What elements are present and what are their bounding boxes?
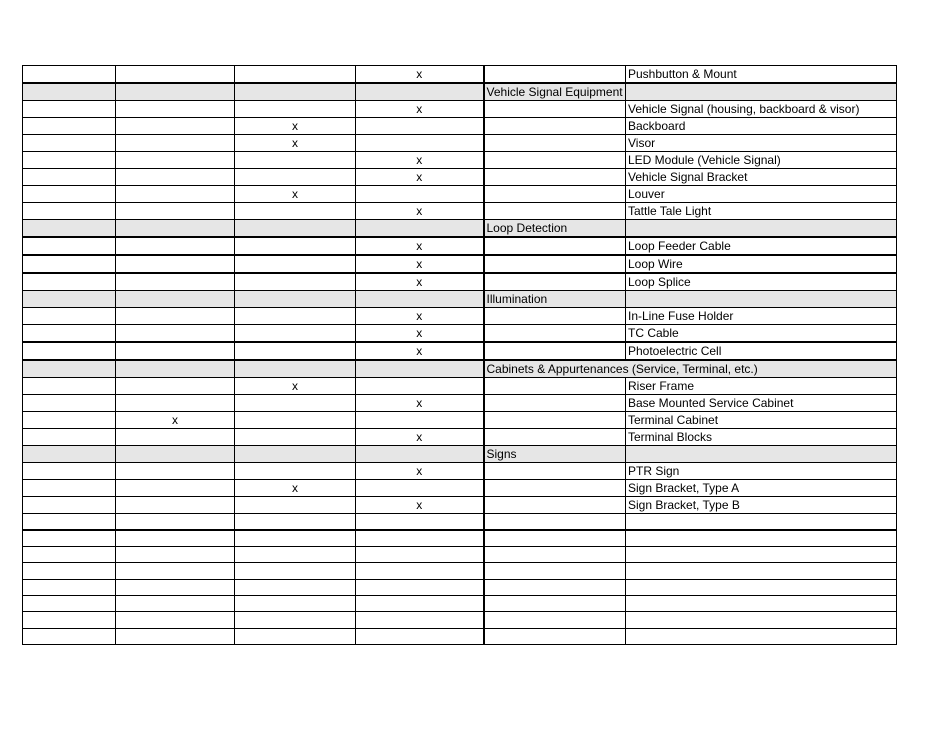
check-mark: x [356, 342, 484, 360]
section-title: Signs [486, 447, 517, 461]
empty-cell [116, 118, 235, 135]
empty-cell [626, 563, 897, 579]
empty-cell [235, 514, 356, 530]
empty-cell [116, 446, 235, 463]
item-row [23, 186, 897, 203]
empty-cell [235, 220, 356, 238]
empty-cell [116, 579, 235, 595]
empty-cell [116, 360, 235, 378]
empty-cell [626, 612, 897, 628]
item-label: Vehicle Signal (housing, backboard & visor) [626, 101, 897, 118]
item-row [23, 255, 897, 273]
empty-cell [116, 273, 235, 291]
empty-cell [116, 530, 235, 546]
empty-cell [484, 66, 626, 84]
empty-cell [626, 579, 897, 595]
check-mark: x [356, 429, 484, 446]
empty-cell [23, 429, 116, 446]
empty-cell [23, 463, 116, 480]
empty-cell [116, 237, 235, 255]
empty-cell [356, 612, 484, 628]
item-label: Loop Wire [626, 255, 897, 273]
item-row [23, 480, 897, 497]
empty-cell [484, 480, 626, 497]
empty-cell [484, 152, 626, 169]
empty-cell [484, 237, 626, 255]
empty-cell [23, 612, 116, 628]
empty-cell [23, 237, 116, 255]
check-mark: x [235, 480, 356, 497]
check-mark: x [356, 463, 484, 480]
empty-cell [626, 595, 897, 611]
empty-cell [23, 497, 116, 514]
empty-cell [484, 342, 626, 360]
section-title-cell [484, 220, 626, 238]
empty-cell [626, 546, 897, 562]
empty-cell [626, 83, 897, 101]
empty-cell [235, 612, 356, 628]
empty-cell [356, 118, 484, 135]
empty-cell [23, 291, 116, 308]
empty-cell [484, 378, 626, 395]
item-row [23, 118, 897, 135]
empty-cell [484, 563, 626, 579]
check-mark: x [356, 325, 484, 343]
empty-cell [23, 628, 116, 644]
item-label: Sign Bracket, Type A [626, 480, 897, 497]
empty-cell [116, 169, 235, 186]
check-mark: x [116, 412, 235, 429]
empty-cell [23, 308, 116, 325]
empty-cell [116, 101, 235, 118]
empty-cell [484, 612, 626, 628]
empty-cell [23, 220, 116, 238]
empty-cell [484, 203, 626, 220]
empty-cell [484, 325, 626, 343]
empty-cell [23, 480, 116, 497]
empty-cell [356, 186, 484, 203]
empty-row [23, 546, 897, 562]
item-row [23, 169, 897, 186]
empty-cell [235, 412, 356, 429]
empty-row [23, 579, 897, 595]
empty-cell [116, 325, 235, 343]
empty-cell [356, 595, 484, 611]
empty-cell [356, 220, 484, 238]
item-row [23, 412, 897, 429]
empty-cell [484, 395, 626, 412]
empty-cell [484, 579, 626, 595]
empty-cell [116, 220, 235, 238]
empty-cell [356, 563, 484, 579]
section-header-row [23, 83, 897, 101]
empty-row [23, 595, 897, 611]
empty-row [23, 514, 897, 530]
empty-cell [23, 186, 116, 203]
check-mark: x [356, 66, 484, 84]
item-row [23, 342, 897, 360]
empty-cell [356, 579, 484, 595]
check-mark: x [356, 101, 484, 118]
empty-cell [116, 83, 235, 101]
item-label: In-Line Fuse Holder [626, 308, 897, 325]
empty-row [23, 628, 897, 644]
empty-cell [23, 325, 116, 343]
item-label: Sign Bracket, Type B [626, 497, 897, 514]
empty-cell [23, 342, 116, 360]
empty-cell [116, 463, 235, 480]
empty-cell [116, 378, 235, 395]
empty-cell [484, 308, 626, 325]
empty-cell [116, 291, 235, 308]
item-label: Terminal Blocks [626, 429, 897, 446]
empty-cell [116, 395, 235, 412]
empty-cell [626, 291, 897, 308]
item-label: Pushbutton & Mount [626, 66, 897, 84]
empty-cell [116, 480, 235, 497]
empty-cell [235, 152, 356, 169]
item-row [23, 378, 897, 395]
empty-cell [235, 595, 356, 611]
empty-cell [356, 546, 484, 562]
empty-row [23, 612, 897, 628]
empty-cell [23, 412, 116, 429]
empty-cell [626, 514, 897, 530]
item-label: Base Mounted Service Cabinet [626, 395, 897, 412]
empty-cell [235, 83, 356, 101]
item-row [23, 273, 897, 291]
empty-cell [116, 497, 235, 514]
empty-cell [484, 186, 626, 203]
item-label: Loop Feeder Cable [626, 237, 897, 255]
section-header-row [23, 291, 897, 308]
empty-cell [235, 255, 356, 273]
empty-cell [484, 118, 626, 135]
item-row [23, 325, 897, 343]
item-row [23, 66, 897, 84]
empty-cell [23, 595, 116, 611]
item-row [23, 237, 897, 255]
empty-cell [356, 514, 484, 530]
empty-cell [23, 118, 116, 135]
item-label: Loop Splice [626, 273, 897, 291]
check-mark: x [356, 273, 484, 291]
item-row [23, 101, 897, 118]
empty-cell [484, 497, 626, 514]
empty-cell [484, 101, 626, 118]
empty-cell [235, 429, 356, 446]
empty-cell [235, 530, 356, 546]
empty-cell [116, 563, 235, 579]
empty-cell [23, 395, 116, 412]
empty-cell [484, 169, 626, 186]
empty-cell [23, 101, 116, 118]
item-label: Louver [626, 186, 897, 203]
empty-cell [235, 579, 356, 595]
item-label: PTR Sign [626, 463, 897, 480]
check-mark: x [356, 395, 484, 412]
empty-cell [235, 308, 356, 325]
empty-cell [23, 446, 116, 463]
item-label: TC Cable [626, 325, 897, 343]
empty-cell [235, 395, 356, 412]
empty-cell [484, 546, 626, 562]
empty-cell [116, 66, 235, 84]
empty-cell [23, 66, 116, 84]
empty-cell [235, 546, 356, 562]
item-row [23, 152, 897, 169]
empty-cell [116, 152, 235, 169]
empty-cell [235, 273, 356, 291]
check-mark: x [235, 135, 356, 152]
empty-cell [116, 595, 235, 611]
empty-cell [356, 360, 484, 378]
empty-cell [23, 563, 116, 579]
empty-cell [484, 530, 626, 546]
empty-cell [116, 255, 235, 273]
empty-cell [626, 628, 897, 644]
empty-cell [23, 378, 116, 395]
item-row [23, 203, 897, 220]
check-mark: x [235, 186, 356, 203]
section-title-cell [484, 446, 626, 463]
empty-row [23, 530, 897, 546]
empty-cell [484, 412, 626, 429]
empty-cell [235, 360, 356, 378]
empty-cell [23, 255, 116, 273]
empty-cell [23, 203, 116, 220]
empty-cell [116, 514, 235, 530]
check-mark: x [356, 169, 484, 186]
check-mark: x [356, 203, 484, 220]
empty-cell [116, 186, 235, 203]
empty-cell [23, 360, 116, 378]
empty-cell [484, 595, 626, 611]
empty-cell [23, 546, 116, 562]
equipment-checklist-table [22, 65, 897, 645]
item-label: Visor [626, 135, 897, 152]
item-row [23, 395, 897, 412]
empty-cell [626, 446, 897, 463]
empty-cell [484, 429, 626, 446]
empty-cell [23, 152, 116, 169]
empty-cell [626, 530, 897, 546]
item-label: Terminal Cabinet [626, 412, 897, 429]
empty-row [23, 563, 897, 579]
empty-cell [235, 237, 356, 255]
empty-cell [23, 530, 116, 546]
check-mark: x [356, 497, 484, 514]
check-mark: x [356, 237, 484, 255]
section-title-cell [484, 291, 626, 308]
item-label: Tattle Tale Light [626, 203, 897, 220]
empty-cell [116, 342, 235, 360]
empty-cell [235, 628, 356, 644]
section-header-row [23, 446, 897, 463]
empty-cell [626, 220, 897, 238]
empty-cell [356, 83, 484, 101]
empty-cell [356, 291, 484, 308]
empty-cell [116, 429, 235, 446]
empty-cell [116, 308, 235, 325]
empty-cell [235, 169, 356, 186]
check-mark: x [235, 118, 356, 135]
empty-cell [116, 546, 235, 562]
empty-cell [23, 83, 116, 101]
empty-cell [235, 563, 356, 579]
empty-cell [116, 203, 235, 220]
section-title: Cabinets & Appurtenances (Service, Terminal, etc.) [486, 362, 758, 376]
empty-cell [484, 135, 626, 152]
item-row [23, 429, 897, 446]
empty-cell [356, 135, 484, 152]
check-mark: x [235, 378, 356, 395]
empty-cell [23, 514, 116, 530]
empty-cell [23, 169, 116, 186]
empty-cell [235, 446, 356, 463]
empty-cell [235, 342, 356, 360]
empty-cell [356, 412, 484, 429]
empty-cell [356, 480, 484, 497]
empty-cell [356, 530, 484, 546]
section-title: Loop Detection [486, 221, 568, 235]
empty-cell [116, 612, 235, 628]
empty-cell [356, 378, 484, 395]
item-label: Photoelectric Cell [626, 342, 897, 360]
check-mark: x [356, 152, 484, 169]
empty-cell [235, 203, 356, 220]
check-mark: x [356, 255, 484, 273]
section-title: Vehicle Signal Equipment [486, 85, 623, 99]
empty-cell [116, 135, 235, 152]
empty-cell [484, 628, 626, 644]
empty-cell [235, 291, 356, 308]
empty-cell [235, 497, 356, 514]
section-title-cell [484, 360, 758, 378]
item-row [23, 135, 897, 152]
empty-cell [356, 628, 484, 644]
item-label: Backboard [626, 118, 897, 135]
empty-cell [116, 628, 235, 644]
item-row [23, 463, 897, 480]
section-header-row [23, 220, 897, 238]
item-label: Vehicle Signal Bracket [626, 169, 897, 186]
section-title-cell [484, 83, 626, 101]
section-title: Illumination [486, 292, 548, 306]
check-mark: x [356, 308, 484, 325]
empty-cell [484, 255, 626, 273]
empty-cell [23, 135, 116, 152]
empty-cell [235, 463, 356, 480]
empty-cell [484, 514, 626, 530]
item-label: LED Module (Vehicle Signal) [626, 152, 897, 169]
item-row [23, 308, 897, 325]
item-label: Riser Frame [626, 378, 897, 395]
empty-cell [356, 446, 484, 463]
empty-cell [235, 66, 356, 84]
empty-cell [484, 273, 626, 291]
item-row [23, 497, 897, 514]
empty-cell [235, 325, 356, 343]
empty-cell [23, 579, 116, 595]
section-header-row [23, 360, 897, 378]
empty-cell [484, 463, 626, 480]
empty-cell [235, 101, 356, 118]
empty-cell [23, 273, 116, 291]
